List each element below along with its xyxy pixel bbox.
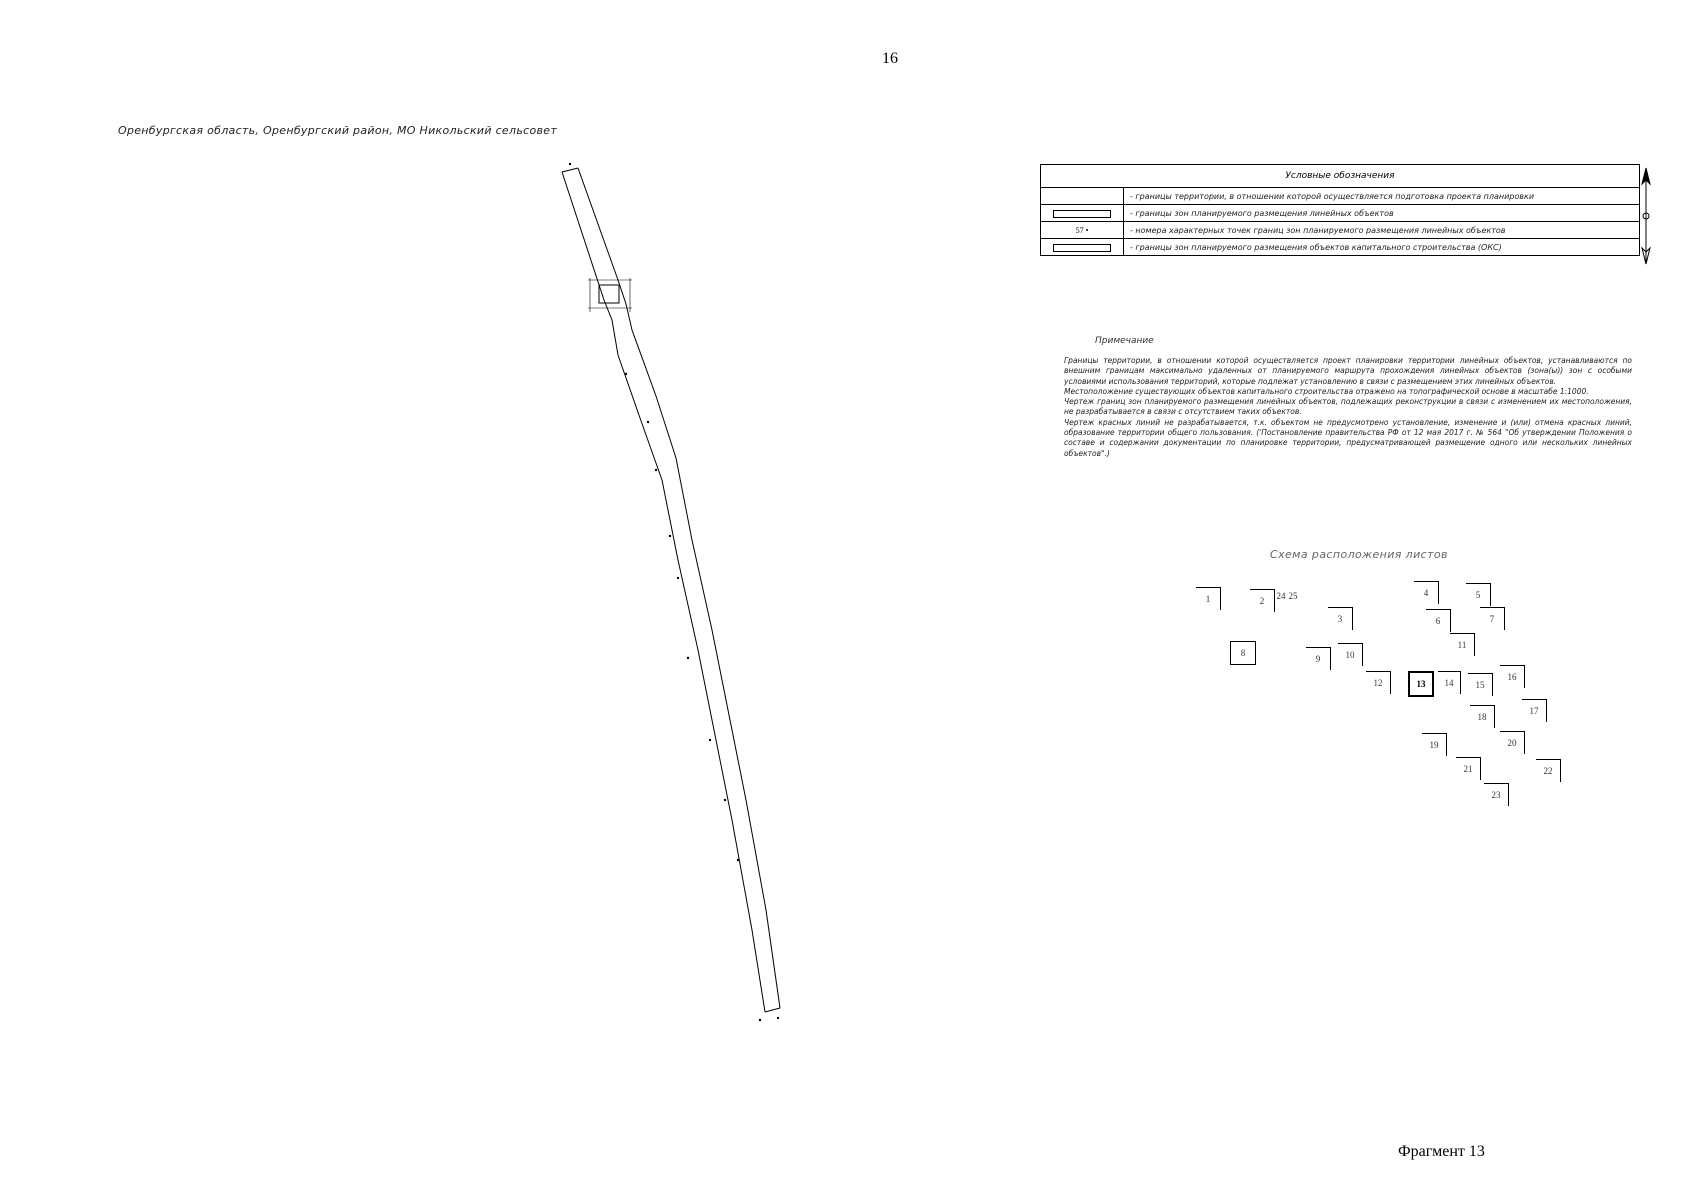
north-arrow-icon — [1637, 166, 1655, 266]
sheet-cell: 1 — [1196, 587, 1221, 610]
legend-header: Условные обозначения — [1041, 165, 1640, 188]
sheet-cell: 6 — [1426, 609, 1451, 632]
sheet-scheme — [1180, 575, 1560, 835]
legend-symbol-oks-zone — [1053, 244, 1111, 252]
sheet-cell: 12 — [1366, 671, 1391, 694]
point-marker — [647, 421, 649, 423]
point-marker — [724, 799, 726, 801]
point-marker — [677, 577, 679, 579]
fragment-label: Фрагмент 13 — [1398, 1143, 1485, 1160]
point-marker — [737, 859, 739, 861]
sheet-cell: 22 — [1536, 759, 1561, 782]
point-marker — [569, 163, 571, 165]
sheet-cell: 23 — [1484, 783, 1509, 806]
legend-table — [1040, 164, 1640, 256]
point-marker — [687, 657, 689, 659]
page-number: 16 — [882, 50, 898, 67]
sheet-cell: 19 — [1422, 733, 1447, 756]
scheme-title: Схема расположения листов — [1270, 548, 1448, 561]
corridor-left-edge — [562, 172, 765, 1012]
sheet-cell: 18 — [1470, 705, 1495, 728]
region-title: Оренбургская область, Оренбургский район, МО Никольский сельсовет — [118, 124, 558, 137]
point-marker — [625, 373, 627, 375]
point-marker — [759, 1019, 761, 1021]
sheet-cell: 7 — [1480, 607, 1505, 630]
sheet-cell: 16 — [1500, 665, 1525, 688]
sheet-cell: 5 — [1466, 583, 1491, 606]
sheet-cell: 17 — [1522, 699, 1547, 722]
note-paragraph: Местоположение существующих объектов капитального строительства отражено на топографической основе в масштабе 1:1000. — [1064, 386, 1589, 396]
legend-desc: - границы зон планируемого размещения линейных объектов — [1124, 205, 1640, 222]
sheet-cell-current: 13 — [1408, 671, 1434, 697]
point-marker — [669, 535, 671, 537]
legend-symbol-point: 57 — [1075, 225, 1084, 235]
sheet-cell: 11 — [1450, 633, 1475, 656]
sheet-cell: 15 — [1468, 673, 1493, 696]
sheet-cell: 21 — [1456, 757, 1481, 780]
notes-title: Примечание — [1095, 336, 1154, 346]
corridor-right-edge — [578, 168, 780, 1008]
legend-desc: - границы зон планируемого размещения объектов капитального строительства (ОКС) — [1124, 239, 1640, 256]
legend-desc: - номера характерных точек границ зон планируемого размещения линейных объектов — [1124, 222, 1640, 239]
sheet-cell: 3 — [1328, 607, 1353, 630]
legend-symbol-zone — [1053, 210, 1111, 218]
point-marker — [655, 469, 657, 471]
legend-row — [1041, 239, 1640, 256]
sheet-cell: 14 — [1438, 671, 1461, 694]
map-drawing — [560, 160, 880, 1050]
sheet-cell: 10 — [1338, 643, 1363, 666]
sheet-cell: 24 — [1276, 591, 1286, 601]
note-paragraph: Чертеж границ зон планируемого размещения линейных объектов, подлежащих реконструкции в связи с изменением их местоположения, не разрабатывается в связи с отсутствием таких объектов. — [1064, 397, 1632, 417]
sheet-cell: 2 — [1250, 589, 1275, 612]
point-marker — [709, 739, 711, 741]
point-marker — [777, 1017, 779, 1019]
legend-row — [1041, 205, 1640, 222]
sheet-cell: 8 — [1230, 641, 1256, 665]
notes-text — [1064, 356, 1632, 459]
legend-row — [1041, 188, 1640, 205]
legend-desc: - границы территории, в отношении которой осуществляется подготовка проекта планировки — [1124, 188, 1640, 205]
sheet-cell: 9 — [1306, 647, 1331, 670]
note-paragraph: Чертеж красных линий не разрабатывается, т.к. объектом не предусмотрено установление, изменение и (или) отмена красных линий, образование территории общего пользования. ('Постановление правительства РФ от 12 мая 2017 г. № 564 "Об утверждении Положения о составе и содержании документации по планировке территории, предусматривающей размещение одного или нескольких линейных объектов".) — [1064, 417, 1632, 458]
legend-row: 57 • - номера характерных точек границ зон планируемого размещения линейных объектов — [1041, 222, 1640, 239]
sheet-cell: 4 — [1414, 581, 1439, 604]
sheet-cell: 20 — [1500, 731, 1525, 754]
note-paragraph: Границы территории, в отношении которой осуществляется проект планировки территории линейных объектов, устанавливаются по внешним границам максимально удаленных от планируемого маршрута прохождения линейных объектов (зона(ы)) зон с особыми условиями использования территорий, которые подлежат установлению в связи с размещением этих линейных объектов. — [1064, 356, 1632, 386]
sheet-cell: 25 — [1288, 591, 1298, 601]
legend-symbol-territory — [1041, 188, 1124, 205]
